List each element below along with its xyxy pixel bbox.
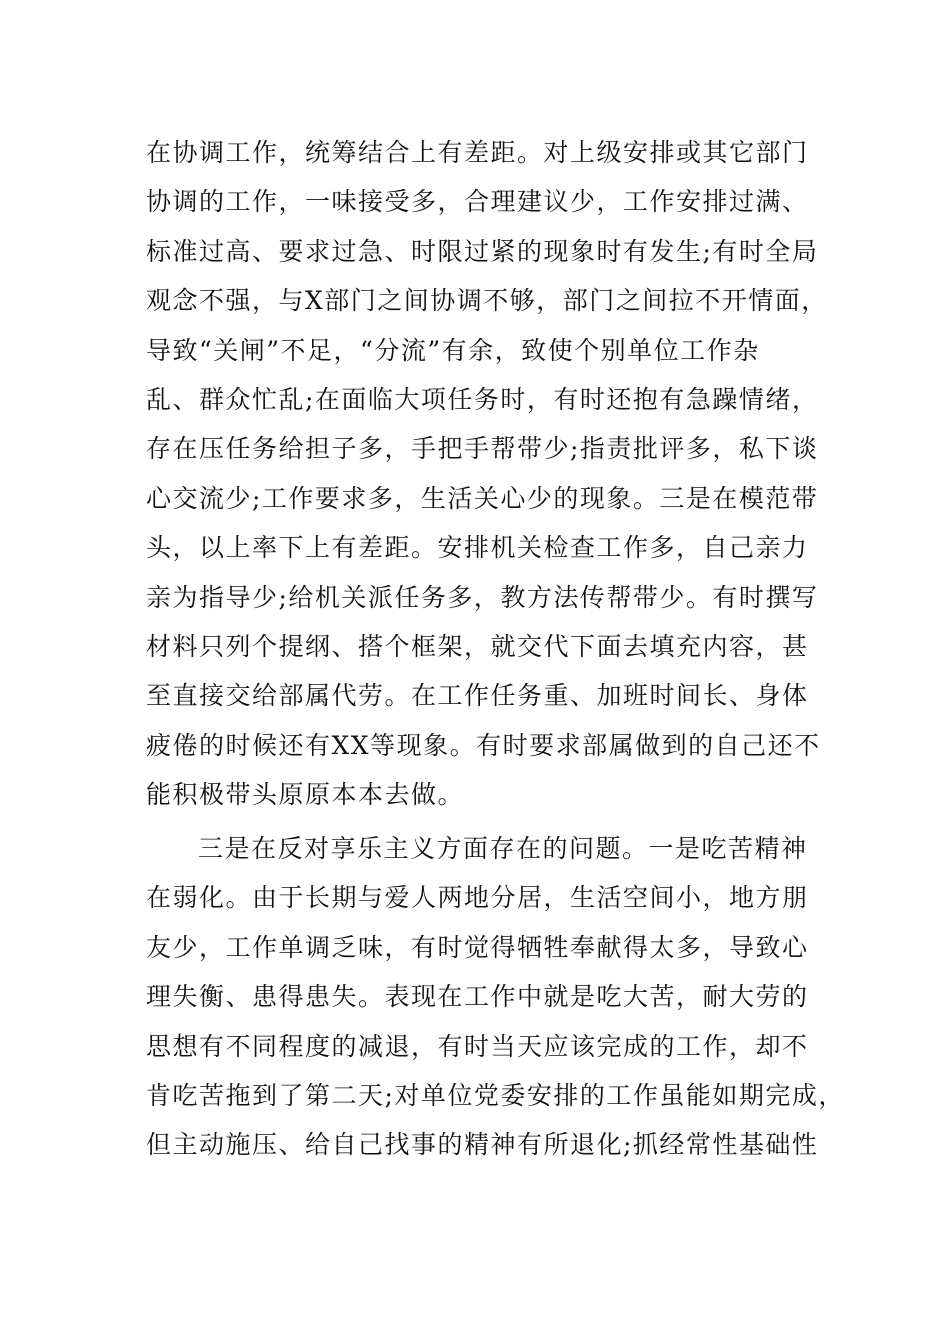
text-line: 头，以上率下上有差距。安排机关检查工作多，自己亲力 <box>146 533 809 563</box>
text-line: 在协调工作，统筹结合上有差距。对上级安排或其它部门 <box>146 138 809 167</box>
text-line: 存在压任务给担子多，手把手帮带少;指责批评多，私下谈 <box>146 434 819 464</box>
paragraph-2 <box>146 824 845 1170</box>
text-line: 亲为指导少;给机关派任务多，教方法传帮带少。有时撰写 <box>146 582 819 612</box>
text-line: 乱、群众忙乱;在面临大项任务时，有时还抱有急躁情绪， <box>146 384 819 414</box>
text-line: 肯吃苦拖到了第二天;对单位党委安排的工作虽能如期完成， <box>146 1080 845 1110</box>
text-line: 协调的工作，一味接受多，合理建议少，工作安排过满、 <box>146 187 809 217</box>
text-line: 思想有不同程度的减退，有时当天应该完成的工作，却不 <box>146 1031 809 1061</box>
text-line: 友少，工作单调乏味，有时觉得牺牲奉献得太多，导致心 <box>146 932 809 962</box>
text-line-indented: 三是在反对享乐主义方面存在的问题。一是吃苦精神 <box>198 834 808 863</box>
text-line: 标准过高、要求过急、时限过紧的现象时有发生;有时全局 <box>146 236 819 266</box>
text-line: 心交流少;工作要求多，生活关心少的现象。三是在模范带 <box>146 483 819 513</box>
text-line: 导致“关闸”不足，“分流”有余，致使个别单位工作杂 <box>146 335 760 365</box>
paragraph-1 <box>146 128 826 819</box>
text-line: 在弱化。由于长期与爱人两地分居，生活空间小，地方朋 <box>146 883 809 913</box>
text-line: 观念不强，与X部门之间协调不够，部门之间拉不开情面， <box>146 286 828 316</box>
text-line: 能积极带头原原本本去做。 <box>146 780 465 810</box>
text-line: 理失衡、患得患失。表现在工作中就是吃大苦，耐大劳的 <box>146 982 809 1012</box>
text-line: 至直接交给部属代劳。在工作任务重、加班时间长、身体 <box>146 681 809 711</box>
text-line: 疲倦的时候还有XX等现象。有时要求部属做到的自己还不 <box>146 730 821 760</box>
text-line: 但主动施压、给自己找事的精神有所退化;抓经常性基础性 <box>146 1130 819 1160</box>
text-line: 材料只列个提纲、搭个框架，就交代下面去填充内容，甚 <box>146 631 809 661</box>
